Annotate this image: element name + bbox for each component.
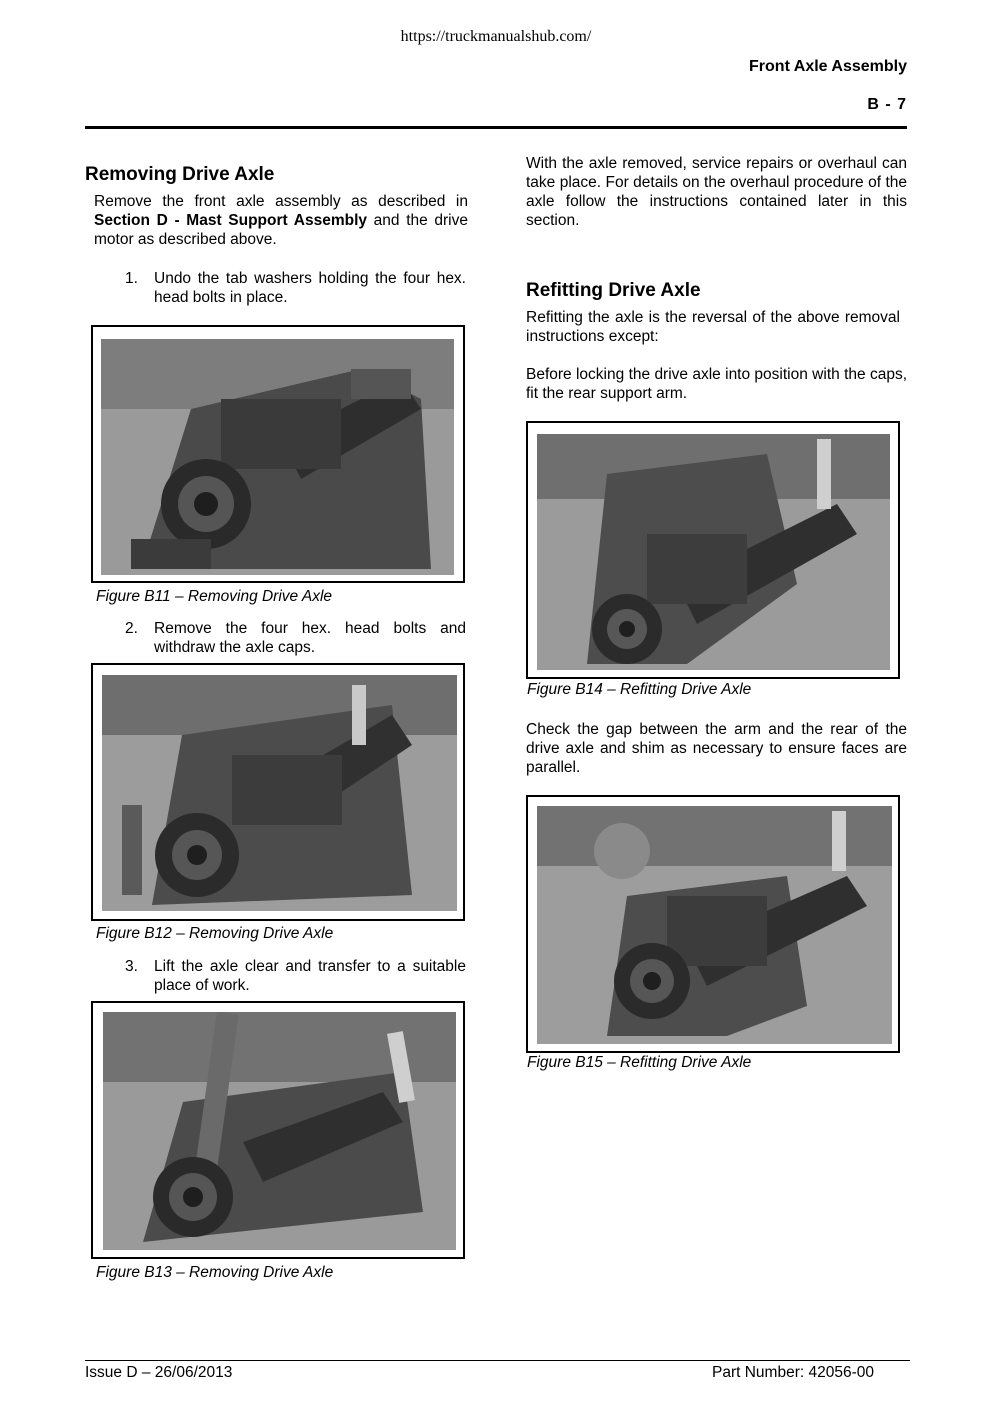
section-reference: Section D - Mast Support Assembly [94,212,368,229]
removing-heading: Removing Drive Axle [85,164,275,185]
step-text: Lift the axle clear and transfer to a suitable place of work. [154,958,466,994]
step-text: Undo the tab washers holding the four hex. head bolts in place. [154,270,466,306]
step-number: 2. [125,620,138,637]
axle-photo [537,806,892,1044]
refitting-para-2: Before locking the drive axle into position with the caps, fit the rear support arm. [526,366,907,402]
step-3 [125,957,466,997]
caption-b13: Figure B13 – Removing Drive Axle [96,1264,334,1281]
removing-intro [94,192,468,249]
footer-rule [85,1360,910,1361]
issue-date: Issue D – 26/06/2013 [85,1364,233,1381]
part-number: Part Number: 42056-00 [712,1364,874,1381]
section-title: Front Axle Assembly [749,58,907,75]
step-number: 3. [125,958,138,975]
overhaul-text: With the axle removed, service repairs or overhaul can take place. For details on the overhaul procedure of the axle follow the instructions contained later in this section. [526,155,907,229]
header-rule [85,126,907,129]
figure-b12 [91,663,465,921]
page-number: B - 7 [867,96,907,113]
step-number: 1. [125,270,138,287]
source-url: https://truckmanualshub.com/ [400,28,592,45]
removing-intro-text: Remove the front axle assembly as described in [94,193,468,210]
caption-b14: Figure B14 – Refitting Drive Axle [527,681,752,698]
caption-b11: Figure B11 – Removing Drive Axle [96,588,333,605]
figure-b11 [91,325,465,583]
axle-photo [103,1012,456,1250]
axle-photo [102,675,457,911]
removing-intro-text-end: and the drive motor as described above. [94,212,468,248]
axle-photo [101,339,454,575]
figure-b14 [526,421,900,679]
axle-photo [537,434,890,670]
step-text: Remove the four hex. head bolts and withdraw the axle caps. [154,620,466,656]
figure-b13 [91,1001,465,1259]
step-1 [125,269,466,309]
caption-b15: Figure B15 – Refitting Drive Axle [527,1054,752,1071]
refitting-para-1: Refitting the axle is the reversal of the above removal instructions except: [526,309,900,345]
refitting-para-3: Check the gap between the arm and the rear of the drive axle and shim as necessary to ensure faces are parallel. [526,721,907,776]
figure-b15 [526,795,900,1053]
caption-b12: Figure B12 – Removing Drive Axle [96,925,334,942]
step-2 [125,619,466,659]
refitting-heading: Refitting Drive Axle [526,280,701,301]
